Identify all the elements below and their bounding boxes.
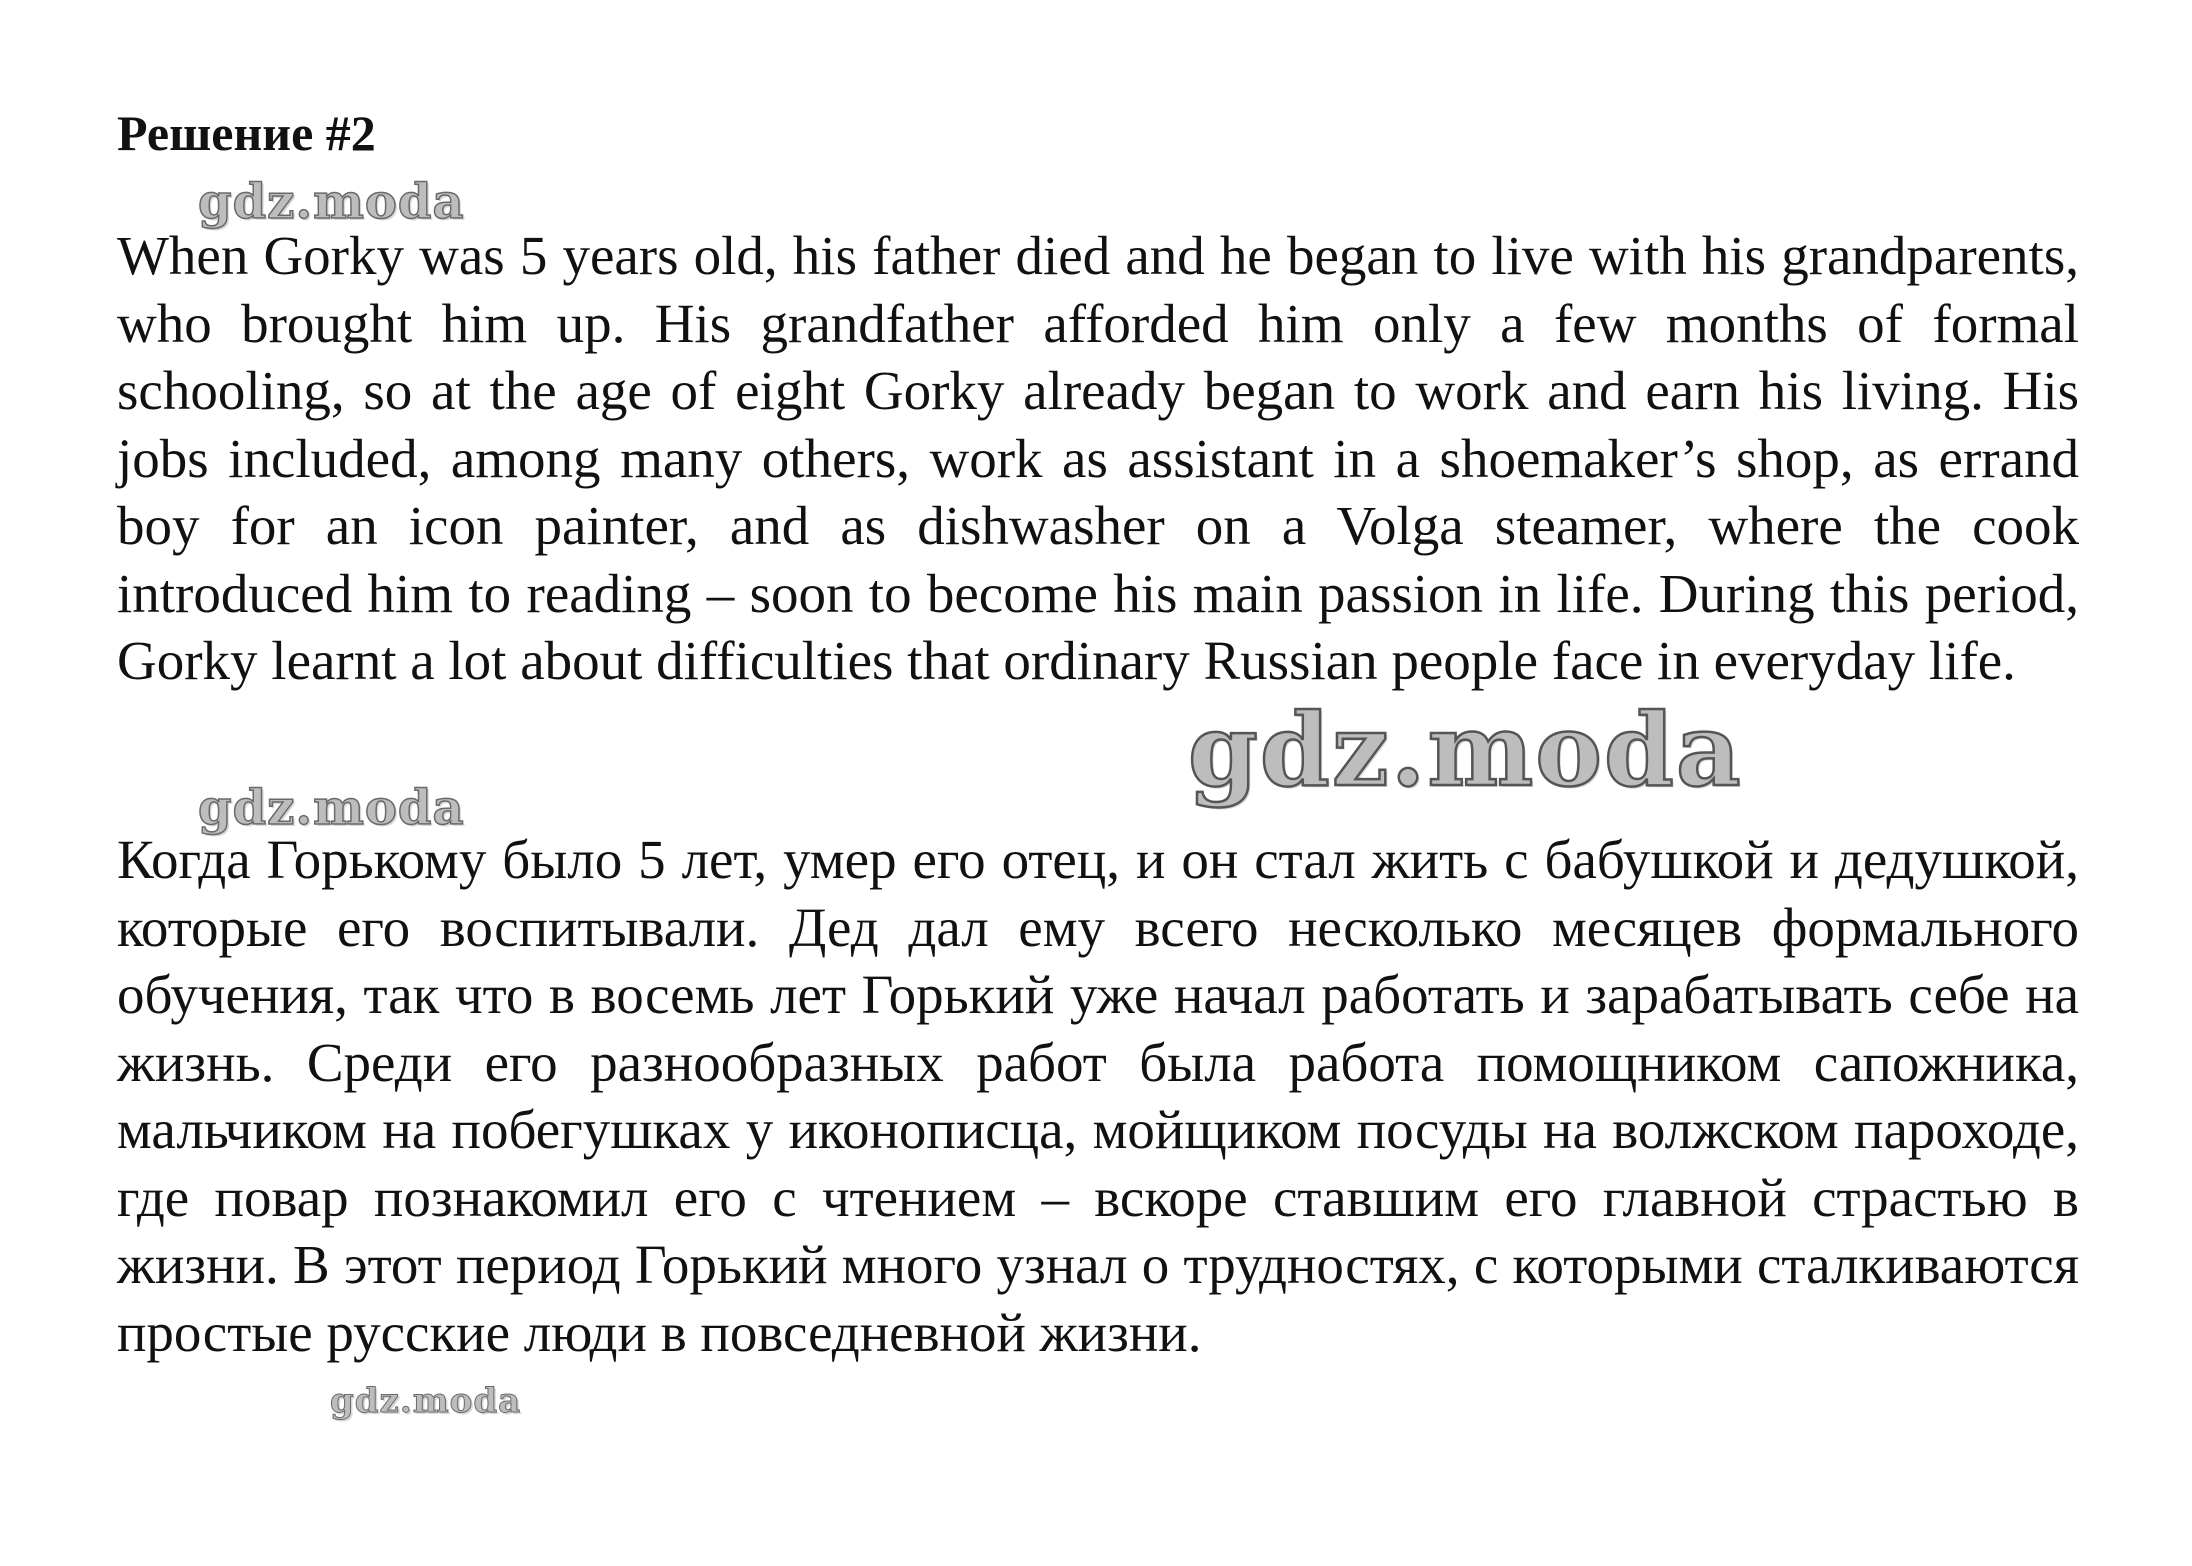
watermark-large: gdz.moda: [1188, 691, 1743, 809]
paragraph-english: When Gorky was 5 years old, his father died and he began to live with his grandparents, who brought him up. His grandfather afforded him only a few months of formal schooling, so at the age of eight Gorky already began to work and earn his living. His jobs included, among many others, work as assistant in a shoemaker’s shop, as errand boy for an icon painter, and as dishwasher on a Volga steamer, where the cook introduced him to reading – soon to become his main passion in life. During this period, Gorky learnt a lot about difficulties that ordinary Russian people face in everyday life.: [117, 225, 2079, 691]
solution-title: Решение #2: [117, 105, 376, 161]
watermark-top: gdz.moda: [198, 174, 465, 230]
watermark-bottom: gdz.moda: [330, 1381, 522, 1421]
paragraph-russian: Когда Горькому было 5 лет, умер его отец, и он стал жить с бабушкой и дедушкой, которые его воспитывали. Дед дал ему всего несколько месяцев формального обучения, так что в восемь лет Горький уже начал работать и зарабатывать себе на жизнь. Среди его разнообразных работ была работа помощником сапожника, мальчиком на побегушках у иконописца, мойщиком посуды на волжском пароходе, где повар познакомил его с чтением – вскоре ставшим его главной страстью в жизни. В этот период Горький много узнал о трудностях, с которыми сталкиваются простые русские люди в повседневной жизни.: [117, 829, 2079, 1363]
watermark-middle: gdz.moda: [198, 780, 465, 836]
